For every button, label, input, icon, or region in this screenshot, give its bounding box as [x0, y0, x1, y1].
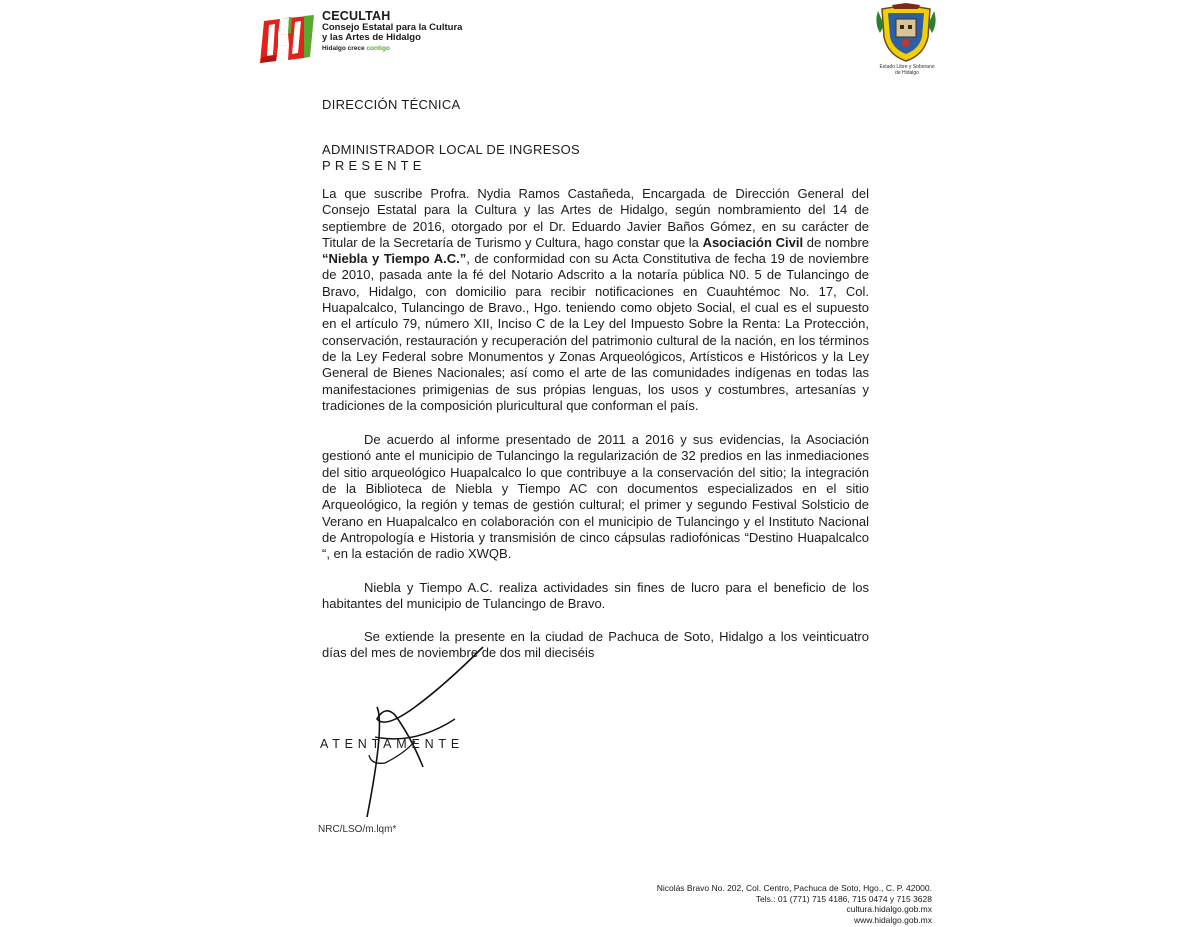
presente-label: PRESENTE	[322, 158, 426, 173]
cecultah-logo-icon	[258, 15, 316, 63]
slogan-part-2: contigo	[366, 45, 390, 53]
letter-body	[322, 186, 869, 662]
cecultah-logo-text	[322, 10, 462, 53]
paragraph-1-text-b: de nombre	[803, 234, 870, 250]
footer-contact	[657, 883, 932, 925]
closing-atentamente: ATENTAMENTE	[320, 737, 465, 751]
footer-website-2: www.hidalgo.gob.mx	[854, 914, 932, 925]
hidalgo-seal-icon	[874, 3, 938, 63]
footer-address: Nicolás Bravo No. 202, Col. Centro, Pachuca de Soto, Hgo., C. P. 42000.	[656, 883, 932, 893]
paragraph-1-text-a: La que suscribe Profra. Nydia Ramos Castañeda, Encargada de Dirección General del Consejo Estatal para la Cultura y las Artes de Hidalgo, según nombramiento del 14 de septiembre de 2016, otorgado por el Dr. Eduardo Javier Baños Gómez, en su carácter de Titular de la Secretaría de Turismo y Cultura, hago constar que la	[322, 186, 869, 250]
paragraph-1-bold-1: Asociación Civil	[702, 234, 804, 250]
slogan-part-1: Hidalgo crece	[322, 45, 367, 53]
seal-caption-line1: Estado Libre y Soberano	[879, 64, 935, 70]
paragraph-3: Niebla y Tiempo A.C. realiza actividades sin fines de lucro para el beneficio de los habitantes del municipio de Tulancingo de Bravo.	[322, 579, 869, 611]
addressee-name: ADMINISTRADOR LOCAL DE INGRESOS	[322, 142, 581, 157]
department-heading: DIRECCIÓN TÉCNICA	[322, 97, 461, 112]
paragraph-1-bold-2: “Niebla y Tiempo A.C.”	[322, 251, 467, 267]
footer-website-1: cultura.hidalgo.gob.mx	[846, 904, 932, 914]
seal-caption-line2: de Hidalgo	[895, 70, 919, 76]
brand-name: CECULTAH	[322, 9, 391, 23]
footer-phones: Tels.: 01 (771) 715 4186, 715 0474 y 715 3628	[755, 893, 932, 904]
paragraph-4: Se extiende la presente en la ciudad de Pachuca de Soto, Hidalgo a los veinticuatro días del mes de noviembre de dos mil dieciséis	[322, 629, 869, 661]
seal-caption	[872, 64, 942, 76]
slogan	[322, 46, 462, 53]
paragraph-2: De acuerdo al informe presentado de 2011 a 2016 y sus evidencias, la Asociación gestionó ante el municipio de Tulancingo la regularización de 32 predios en las inmediaciones del sitio arqueológico Huapalcalco lo que contribuye a la conservación del sitio; la integración de la Biblioteca de Niebla y Tiempo AC con documentos especializados en el sitio Arqueológico, la región y temas de gestión cultural; el primer y segundo Festival Solsticio de Verano en Huapalcalco en colaboración con el municipio de Tulancingo y el Instituto Nacional de Antropología e Historia y transmisión de cinco cápsulas radiofónicas “Destino Huapalcalco “, en la estación de radio XWQB.	[322, 432, 869, 562]
reference-initials: NRC/LSO/m.lqm*	[318, 824, 397, 835]
paragraph-1	[322, 186, 869, 414]
addressee-block	[322, 142, 580, 174]
org-name-line2: y las Artes de Hidalgo	[322, 32, 421, 44]
handwritten-signature	[355, 645, 495, 820]
org-name-line1: Consejo Estatal para la Cultura	[322, 22, 463, 34]
paragraph-1-text-c: , de conformidad con su Acta Constitutiva de fecha 19 de noviembre de 2010, pasada ante la fé del Notario Adscrito a la notaría pública N0. 5 de Tulancingo de Bravo, Hidalgo, con domicilio para recibir notificaciones en Cuauhtémoc No. 17, Col. Huapalcalco, Tulancingo de Bravo., Hgo. teniendo como objeto Social, el cual es el supuesto en el artículo 79, número XII, Inciso C de la Ley del Impuesto Sobre la Renta: La Protección, conservación, restauración y recuperación del patrimonio cultural de la nación, en los términos de la Ley Federal sobre Monumentos y Zonas Arqueológicos, Artísticos e Históricos y la Ley General de Bienes Nacionales; así como el arte de las comunidades indígenas en todas las manifestaciones primigenias de sus própias lenguas, los usos y costumbres, artesanías y tradiciones de la composición pluricultural que conforman el país.	[322, 251, 869, 413]
